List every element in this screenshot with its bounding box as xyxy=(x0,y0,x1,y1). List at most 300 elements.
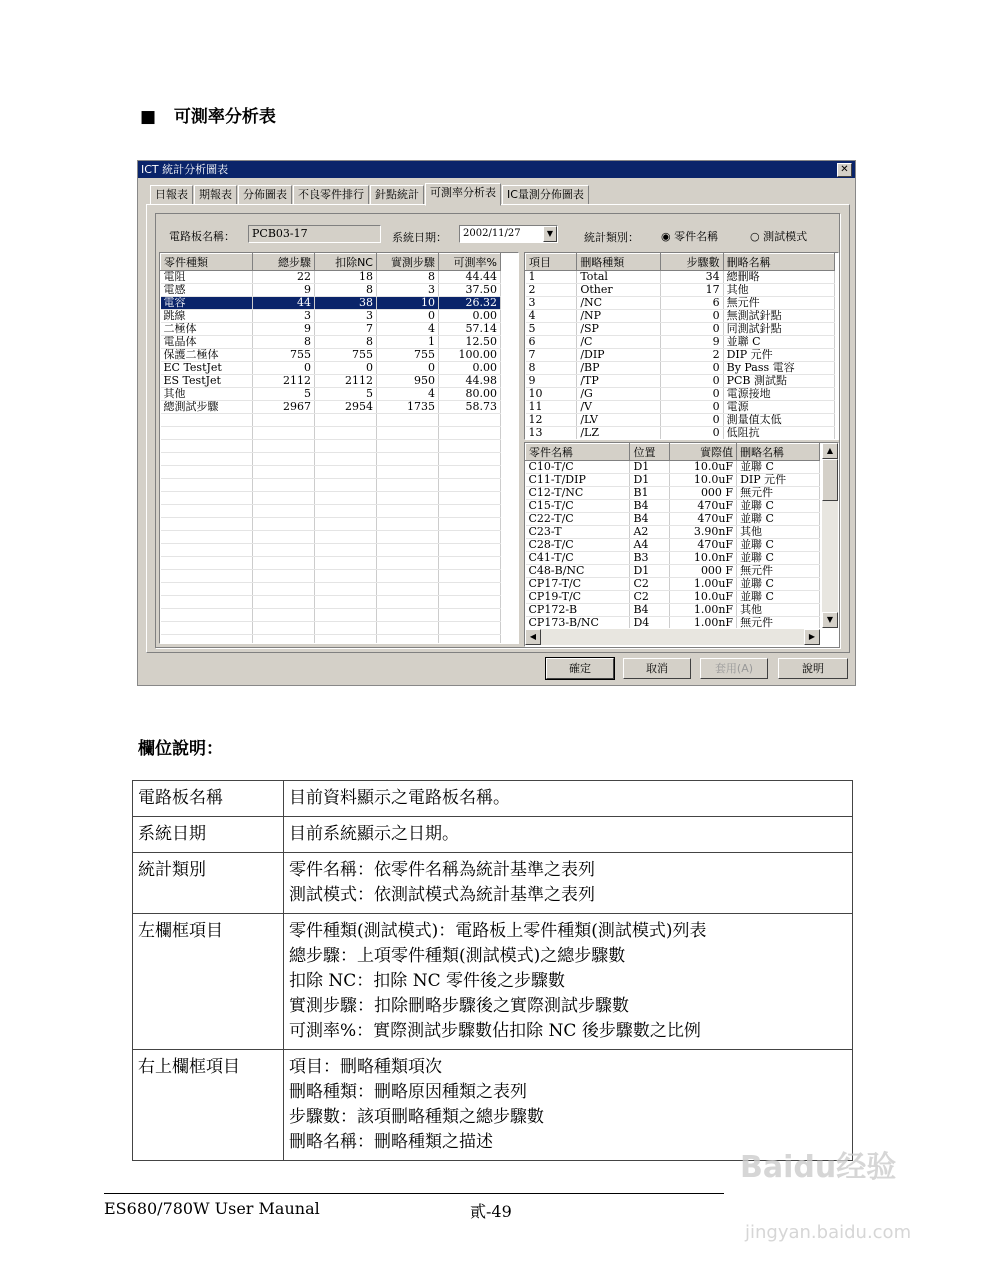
table-cell: D1 xyxy=(630,461,670,474)
table-row[interactable] xyxy=(526,591,820,604)
empty-row xyxy=(161,596,501,609)
table-cell: 10 xyxy=(377,297,439,310)
radio-part-label: 零件名稱 xyxy=(674,230,719,243)
table-cell: 755 xyxy=(315,349,377,362)
table-row[interactable] xyxy=(161,349,501,362)
table-cell: 10.0uF xyxy=(670,461,737,474)
cancel-button[interactable]: 取消 xyxy=(623,658,691,679)
table-cell: 無元件 xyxy=(737,617,820,629)
date-value: 2002/11/27 xyxy=(463,228,521,239)
table-cell: EC TestJet xyxy=(161,362,253,375)
table-cell: 3 xyxy=(315,310,377,323)
ok-button[interactable]: 確定 xyxy=(546,658,614,679)
table-cell: 100.00 xyxy=(439,349,501,362)
desc-key: 電路板名稱 xyxy=(133,781,284,817)
column-header[interactable]: 扣除NC xyxy=(315,254,377,271)
table-cell: 0.00 xyxy=(439,310,501,323)
horizontal-scrollbar[interactable] xyxy=(525,629,820,645)
empty-row xyxy=(161,427,501,440)
column-header[interactable]: 實測步驟 xyxy=(377,254,439,271)
table-cell: 44 xyxy=(253,297,315,310)
table-cell: 6 xyxy=(661,297,723,310)
ict-stats-dialog xyxy=(137,160,856,686)
category-label: 統計類別： xyxy=(584,231,639,244)
desc-value xyxy=(284,781,853,817)
table-cell: C28-T/C xyxy=(526,539,630,552)
tab-bar xyxy=(150,185,590,206)
table-cell: 4 xyxy=(377,323,439,336)
desc-key: 右上欄框項目 xyxy=(133,1050,284,1161)
table-cell: 2 xyxy=(661,349,723,362)
desc-value xyxy=(284,853,853,914)
table-row[interactable] xyxy=(526,461,820,474)
chevron-down-icon[interactable]: ▼ xyxy=(543,226,557,242)
empty-row xyxy=(161,531,501,544)
table-row[interactable] xyxy=(161,271,501,284)
table-cell: 並聯 C xyxy=(737,500,820,513)
empty-row xyxy=(161,440,501,453)
table-cell: 8 xyxy=(377,271,439,284)
table-cell: 0 xyxy=(661,427,723,440)
table-cell: 12.50 xyxy=(439,336,501,349)
table-row[interactable] xyxy=(526,271,835,284)
table-cell: 34 xyxy=(661,271,723,284)
table-cell: C23-T xyxy=(526,526,630,539)
table-cell: /SP xyxy=(577,323,661,336)
column-header[interactable]: 位置 xyxy=(630,444,670,461)
close-button[interactable]: ✕ xyxy=(837,163,852,177)
table-cell: 同測試針點 xyxy=(723,323,834,336)
table-cell: C2 xyxy=(630,578,670,591)
table-row[interactable] xyxy=(526,578,820,591)
tab-1[interactable]: 期報表 xyxy=(194,185,237,204)
table-row[interactable] xyxy=(526,310,835,323)
table-row[interactable] xyxy=(526,375,835,388)
table-row[interactable] xyxy=(161,310,501,323)
table-cell: 5 xyxy=(526,323,577,336)
table-cell: 跳線 xyxy=(161,310,253,323)
table-cell: 755 xyxy=(253,349,315,362)
table-cell: 並聯 C xyxy=(737,539,820,552)
desc-row xyxy=(133,817,853,853)
table-cell: 10.0uF xyxy=(670,591,737,604)
table-row[interactable] xyxy=(526,617,820,629)
table-cell: 37.50 xyxy=(439,284,501,297)
empty-row xyxy=(161,414,501,427)
table-cell: C10-T/C xyxy=(526,461,630,474)
radio-mode-label: 測試模式 xyxy=(763,230,808,243)
title-bar xyxy=(138,161,855,178)
table-cell: 9 xyxy=(661,336,723,349)
column-header[interactable]: 實際值 xyxy=(670,444,737,461)
column-header[interactable]: 步驟數 xyxy=(661,254,723,271)
table-cell: /DIP xyxy=(577,349,661,362)
table-cell: 0.00 xyxy=(439,362,501,375)
table-cell: DIP 元件 xyxy=(737,474,820,487)
tab-6[interactable]: IC量測分佈圖表 xyxy=(502,185,589,204)
table-cell: 13 xyxy=(526,427,577,440)
table-cell: 8 xyxy=(526,362,577,375)
table-row[interactable] xyxy=(526,552,820,565)
scroll-down-icon[interactable]: ▼ xyxy=(822,612,838,628)
omitted-part-list[interactable] xyxy=(524,442,839,647)
table-cell: CP173-B/NC xyxy=(526,617,630,629)
table-cell: 470uF xyxy=(670,513,737,526)
scroll-right-icon[interactable]: ▶ xyxy=(804,629,820,645)
column-header[interactable]: 刪略名稱 xyxy=(723,254,834,271)
table-cell: 2 xyxy=(526,284,577,297)
table-cell: /NP xyxy=(577,310,661,323)
table-cell: 26.32 xyxy=(439,297,501,310)
column-header[interactable]: 總步驟 xyxy=(253,254,315,271)
table-cell: 755 xyxy=(377,349,439,362)
table-cell: CP19-T/C xyxy=(526,591,630,604)
board-label: 電路板名稱： xyxy=(169,230,235,243)
table-cell: B4 xyxy=(630,513,670,526)
desc-line: 可測率%：實際測試步驟數佔扣除 NC 後步驟數之比例 xyxy=(289,1021,701,1041)
table-cell: 12 xyxy=(526,414,577,427)
table-cell: 並聯 C xyxy=(737,513,820,526)
table-row[interactable] xyxy=(526,297,835,310)
empty-row xyxy=(161,622,501,635)
table-cell: 7 xyxy=(526,349,577,362)
table-cell: /C xyxy=(577,336,661,349)
empty-row xyxy=(161,479,501,492)
omitted-part-viewport xyxy=(525,443,820,628)
table-cell: 58.73 xyxy=(439,401,501,414)
table-cell: 2967 xyxy=(253,401,315,414)
table-cell: 測量值太低 xyxy=(723,414,834,427)
section-title: 欄位說明： xyxy=(138,739,223,759)
table-cell: 18 xyxy=(315,271,377,284)
table-cell: 其他 xyxy=(723,284,834,297)
table-row[interactable] xyxy=(526,500,820,513)
table-cell: 5 xyxy=(253,388,315,401)
table-cell: 並聯 C xyxy=(723,336,834,349)
board-name-field[interactable]: PCB03-17 xyxy=(248,225,381,243)
apply-button[interactable]: 套用(A) xyxy=(700,658,768,679)
column-header[interactable]: 零件種類 xyxy=(161,254,253,271)
date-label: 系統日期： xyxy=(392,231,447,244)
column-header[interactable]: 刪略種類 xyxy=(577,254,661,271)
empty-row xyxy=(161,466,501,479)
desc-line: 步驟數：該項刪略種類之總步驟數 xyxy=(289,1107,544,1127)
table-cell: 470uF xyxy=(670,500,737,513)
table-cell: 無元件 xyxy=(737,487,820,500)
table-row[interactable] xyxy=(526,362,835,375)
omit-type-list[interactable] xyxy=(524,252,839,440)
desc-key: 統計類別 xyxy=(133,853,284,914)
table-row[interactable] xyxy=(161,336,501,349)
tab-0[interactable]: 日報表 xyxy=(150,185,193,204)
desc-line: 扣除 NC：扣除 NC 零件後之步驟數 xyxy=(289,971,565,991)
table-cell: B4 xyxy=(630,604,670,617)
table-cell: 4 xyxy=(377,388,439,401)
table-row[interactable] xyxy=(161,401,501,414)
table-cell: /G xyxy=(577,388,661,401)
table-cell: 保護二極体 xyxy=(161,349,253,362)
table-cell: ES TestJet xyxy=(161,375,253,388)
column-header[interactable]: 可測率% xyxy=(439,254,501,271)
table-row[interactable] xyxy=(526,388,835,401)
table-cell: CP172-B xyxy=(526,604,630,617)
table-cell: 並聯 C xyxy=(737,591,820,604)
part-type-list[interactable] xyxy=(159,252,519,644)
table-cell: 57.14 xyxy=(439,323,501,336)
table-cell: 電源接地 xyxy=(723,388,834,401)
table-cell: 950 xyxy=(377,375,439,388)
table-cell: B4 xyxy=(630,500,670,513)
desc-key: 系統日期 xyxy=(133,817,284,853)
table-row[interactable] xyxy=(526,323,835,336)
column-header[interactable]: 項目 xyxy=(526,254,577,271)
date-select[interactable] xyxy=(459,225,558,243)
table-cell: D1 xyxy=(630,565,670,578)
table-cell: 其他 xyxy=(161,388,253,401)
radio-unchecked-icon: ○ xyxy=(750,230,760,243)
desc-line: 項目：刪略種類項次 xyxy=(289,1057,442,1077)
table-row[interactable] xyxy=(526,487,820,500)
help-button[interactable]: 說明 xyxy=(778,658,848,679)
table-row[interactable] xyxy=(161,284,501,297)
desc-line: 刪略種類：刪略原因種類之表列 xyxy=(289,1082,527,1102)
table-cell: 1.00uF xyxy=(670,578,737,591)
table-cell: B3 xyxy=(630,552,670,565)
empty-row xyxy=(161,570,501,583)
table-row[interactable] xyxy=(526,513,820,526)
desc-row xyxy=(133,781,853,817)
table-cell: 22 xyxy=(253,271,315,284)
table-cell: 0 xyxy=(661,388,723,401)
table-row[interactable] xyxy=(526,526,820,539)
table-cell: 總測試步驟 xyxy=(161,401,253,414)
empty-row xyxy=(161,544,501,557)
table-cell: B1 xyxy=(630,487,670,500)
table-row[interactable] xyxy=(526,284,835,297)
watermark-url: jingyan.baidu.com xyxy=(745,1222,912,1243)
table-cell: 並聯 C xyxy=(737,461,820,474)
desc-value xyxy=(284,914,853,1050)
table-row[interactable] xyxy=(526,539,820,552)
table-cell: 8 xyxy=(315,284,377,297)
table-cell: PCB 測試點 xyxy=(723,375,834,388)
table-cell: 44.98 xyxy=(439,375,501,388)
table-cell: 電晶体 xyxy=(161,336,253,349)
table-cell: 3.90nF xyxy=(670,526,737,539)
desc-row xyxy=(133,1050,853,1161)
empty-row xyxy=(161,557,501,570)
table-cell: 9 xyxy=(526,375,577,388)
table-cell: 0 xyxy=(253,362,315,375)
watermark-logo: Baidu经验 xyxy=(740,1150,897,1185)
table-cell: 000 F xyxy=(670,565,737,578)
tab-2[interactable]: 分佈圖表 xyxy=(238,185,292,204)
table-cell: 0 xyxy=(661,414,723,427)
table-row[interactable] xyxy=(161,323,501,336)
table-cell: 44.44 xyxy=(439,271,501,284)
desc-line: 零件種類(測試模式)：電路板上零件種類(測試模式)列表 xyxy=(289,921,707,941)
table-cell: 電容 xyxy=(161,297,253,310)
table-cell: 80.00 xyxy=(439,388,501,401)
empty-row xyxy=(161,518,501,531)
heading-title: 可測率分析表 xyxy=(173,107,276,127)
table-cell: 6 xyxy=(526,336,577,349)
table-cell: C11-T/DIP xyxy=(526,474,630,487)
table-cell: DIP 元件 xyxy=(723,349,834,362)
table-cell: 0 xyxy=(377,362,439,375)
table-cell: 9 xyxy=(253,284,315,297)
table-cell: 2112 xyxy=(253,375,315,388)
table-cell: 3 xyxy=(377,284,439,297)
table-cell: C48-B/NC xyxy=(526,565,630,578)
table-cell: 低阻抗 xyxy=(723,427,834,440)
scroll-up-icon[interactable]: ▲ xyxy=(822,443,838,459)
group-box xyxy=(155,213,840,648)
table-cell: C41-T/C xyxy=(526,552,630,565)
table-cell: 0 xyxy=(661,323,723,336)
table-cell: 電源 xyxy=(723,401,834,414)
radio-checked-icon: ◉ xyxy=(661,230,671,243)
table-cell: 10.0uF xyxy=(670,474,737,487)
table-cell: By Pass 電容 xyxy=(723,362,834,375)
table-cell: /V xyxy=(577,401,661,414)
empty-row xyxy=(161,453,501,466)
table-cell: C2 xyxy=(630,591,670,604)
table-cell: /NC xyxy=(577,297,661,310)
table-row[interactable] xyxy=(526,565,820,578)
table-cell: 9 xyxy=(253,323,315,336)
footer-page: 貳-49 xyxy=(470,1202,512,1221)
section-heading xyxy=(140,102,276,127)
desc-line: 測試模式：依測試模式為統計基準之表列 xyxy=(289,885,595,905)
table-cell: 38 xyxy=(315,297,377,310)
scroll-thumb[interactable] xyxy=(822,459,838,501)
table-cell: 無元件 xyxy=(723,297,834,310)
table-cell: /BP xyxy=(577,362,661,375)
column-header[interactable]: 刪略名稱 xyxy=(737,444,820,461)
table-cell: C12-T/NC xyxy=(526,487,630,500)
desc-line: 總步驟：上項零件種類(測試模式)之總步驟數 xyxy=(289,946,626,966)
table-cell: 總刪略 xyxy=(723,271,834,284)
desc-line: 實測步驟：扣除刪略步驟後之實際測試步驟數 xyxy=(289,996,629,1016)
table-cell: 1.00nF xyxy=(670,604,737,617)
table-cell: 0 xyxy=(661,310,723,323)
table-row[interactable] xyxy=(161,297,501,310)
empty-row xyxy=(161,635,501,645)
table-row[interactable] xyxy=(526,474,820,487)
table-cell: 10 xyxy=(526,388,577,401)
table-cell: CP17-T/C xyxy=(526,578,630,591)
table-row[interactable] xyxy=(161,375,501,388)
field-description-table xyxy=(132,780,853,1161)
table-cell: 7 xyxy=(315,323,377,336)
table-cell: 17 xyxy=(661,284,723,297)
desc-row xyxy=(133,853,853,914)
empty-row xyxy=(161,583,501,596)
radio-part-name[interactable] xyxy=(661,228,718,244)
table-cell: 4 xyxy=(526,310,577,323)
table-cell: 其他 xyxy=(737,526,820,539)
table-cell: D4 xyxy=(630,617,670,629)
table-cell: 0 xyxy=(661,401,723,414)
table-cell: 無元件 xyxy=(737,565,820,578)
table-cell: 2954 xyxy=(315,401,377,414)
table-cell: 0 xyxy=(315,362,377,375)
scroll-left-icon[interactable]: ◀ xyxy=(525,629,541,645)
table-cell: 3 xyxy=(526,297,577,310)
table-row[interactable] xyxy=(161,388,501,401)
table-row[interactable] xyxy=(526,401,835,414)
tab-4[interactable]: 針點統計 xyxy=(370,185,424,204)
table-cell: 2112 xyxy=(315,375,377,388)
table-cell: 1 xyxy=(526,271,577,284)
table-cell: 5 xyxy=(315,388,377,401)
radio-test-mode[interactable] xyxy=(750,228,807,244)
table-row[interactable] xyxy=(161,362,501,375)
table-cell: 1 xyxy=(377,336,439,349)
table-cell: 0 xyxy=(661,375,723,388)
table-row[interactable] xyxy=(526,349,835,362)
table-cell: A2 xyxy=(630,526,670,539)
table-cell: 8 xyxy=(253,336,315,349)
tab-panel xyxy=(146,204,850,653)
table-cell: 並聯 C xyxy=(737,578,820,591)
table-cell: /LZ xyxy=(577,427,661,440)
table-row[interactable] xyxy=(526,604,820,617)
table-cell: 0 xyxy=(377,310,439,323)
vertical-scrollbar[interactable] xyxy=(822,443,838,628)
table-cell: 二極体 xyxy=(161,323,253,336)
desc-line: 目前資料顯示之電路板名稱。 xyxy=(289,788,510,808)
table-cell: A4 xyxy=(630,539,670,552)
table-cell: D1 xyxy=(630,474,670,487)
table-cell: 000 F xyxy=(670,487,737,500)
table-cell: /TP xyxy=(577,375,661,388)
table-cell: Other xyxy=(577,284,661,297)
table-cell: 3 xyxy=(253,310,315,323)
table-cell: 無測試針點 xyxy=(723,310,834,323)
table-cell: C15-T/C xyxy=(526,500,630,513)
footer-rule xyxy=(104,1193,724,1194)
empty-row xyxy=(161,492,501,505)
footer-manual: ES680/780W User Maunal xyxy=(104,1199,320,1218)
empty-row xyxy=(161,609,501,622)
table-cell: 8 xyxy=(315,336,377,349)
table-cell: 並聯 C xyxy=(737,552,820,565)
table-row[interactable] xyxy=(526,414,835,427)
tab-3[interactable]: 不良零件排行 xyxy=(293,185,369,204)
desc-line: 目前系統顯示之日期。 xyxy=(289,824,459,844)
table-cell: 0 xyxy=(661,362,723,375)
table-cell: 11 xyxy=(526,401,577,414)
desc-line: 零件名稱：依零件名稱為統計基準之表列 xyxy=(289,860,595,880)
desc-value xyxy=(284,1050,853,1161)
table-cell: 470uF xyxy=(670,539,737,552)
desc-row xyxy=(133,914,853,1050)
empty-row xyxy=(161,505,501,518)
table-row[interactable] xyxy=(526,336,835,349)
desc-value xyxy=(284,817,853,853)
table-cell: 電阻 xyxy=(161,271,253,284)
table-cell: 其他 xyxy=(737,604,820,617)
column-header[interactable]: 零件名稱 xyxy=(526,444,630,461)
table-cell: 電感 xyxy=(161,284,253,297)
table-row[interactable] xyxy=(526,427,835,440)
table-cell: /LV xyxy=(577,414,661,427)
tab-5[interactable]: 可測率分析表 xyxy=(425,183,501,206)
table-cell: 1.00nF xyxy=(670,617,737,629)
table-cell: 10.0nF xyxy=(670,552,737,565)
